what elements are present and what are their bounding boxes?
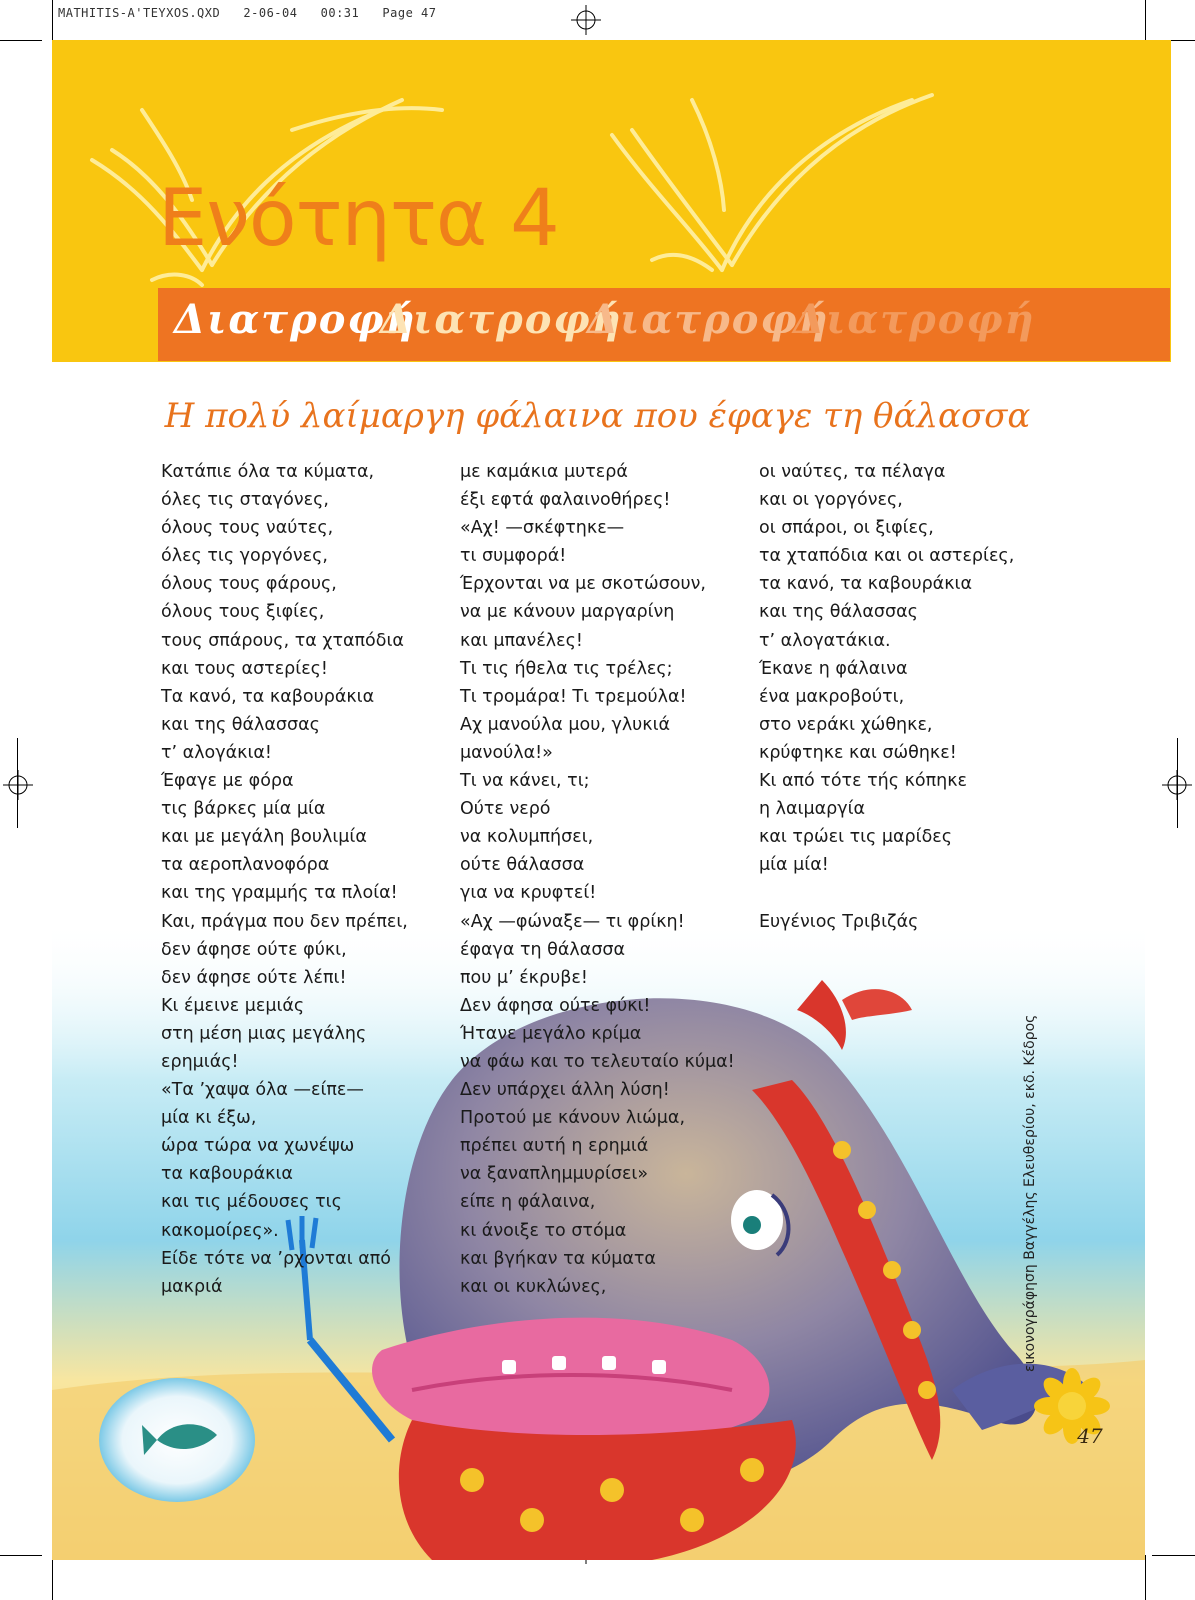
poem-line: «Αχ! —σκέφτηκε— (460, 518, 625, 539)
poem-line: να ξαναπλημμυρίσει» (460, 1164, 649, 1185)
poem-line: όλους τους ξιφίες, (161, 602, 325, 623)
crop-mark (1145, 0, 1146, 42)
poem-line: και της γραμμής τα πλοία! (161, 883, 398, 904)
print-slug: MATHITIS-A'TEYXOS.QXD 2-06-04 00:31 Page 47 (58, 6, 437, 20)
poem-line: στη μέση μιας μεγάλης (161, 1023, 367, 1044)
poem-line: έξι εφτά φαλαινοθήρες! (460, 490, 671, 511)
poem-line: Ούτε νερό (460, 799, 551, 820)
poem-line: Είδε τότε να ’ρχονται από (161, 1248, 391, 1269)
crop-mark (52, 1555, 53, 1600)
poem-line: για να κρυφτεί! (460, 883, 597, 904)
poem-line: Κατάπιε όλα τα κύματα, (161, 462, 375, 482)
poem-line: ερημιάς! (161, 1051, 239, 1072)
poem-line: όλες τις σταγόνες, (161, 490, 329, 511)
poem-line: ούτε θάλασσα (460, 855, 585, 876)
registration-mark (1162, 770, 1192, 800)
poem-line: κρύφτηκε και σώθηκε! (759, 742, 957, 763)
crop-mark (0, 1555, 42, 1556)
poem-line: στο νεράκι χώθηκε, (759, 714, 933, 735)
poem-line: έφαγα τη θάλασσα (460, 939, 626, 960)
poem-line: τ’ αλογάκια! (161, 742, 272, 763)
poem-line: και τρώει τις μαρίδες (759, 827, 953, 848)
poem-line: Τι να κάνει, τι; (460, 771, 590, 792)
poem-line: και μπανέλες! (460, 630, 583, 651)
poem-title: Η πολύ λαίμαργη φάλαινα που έφαγε τη θάλασσα (164, 396, 1031, 436)
poem-line: δεν άφησε ούτε φύκι, (161, 939, 347, 960)
poem-line: ώρα τώρα να χωνέψω (161, 1136, 355, 1157)
poem-line: πρέπει αυτή η ερημιά (460, 1136, 649, 1157)
poem-line: Ήτανε μεγάλο κρίμα (460, 1023, 642, 1044)
poem-column (759, 458, 1014, 936)
crop-mark (52, 0, 53, 42)
illustration-credit: εικονογράφηση Βαγγέλης Ελευθερίου, εκδ. Κέδρος (1022, 1014, 1038, 1372)
poem-line: κι άνοιξε το στόμα (460, 1220, 627, 1241)
poem-line: να φάω και το τελευταίο κύμα! (460, 1051, 735, 1072)
poem-line: και βγήκαν τα κύματα (460, 1248, 656, 1269)
strip-word: Διατροφή (793, 296, 1036, 343)
poem-column (161, 458, 408, 1301)
registration-mark (3, 770, 33, 800)
poem-line: όλους τους φάρους, (161, 574, 337, 595)
poem-line: Και, πράγμα που δεν πρέπει, (161, 911, 408, 932)
poem-line: να με κάνουν μαργαρίνη (460, 602, 675, 623)
poem-line: και της θάλασσας (161, 714, 320, 735)
poem-line: και της θάλασσας (759, 602, 918, 623)
poem-line: οι ναύτες, τα πέλαγα (759, 462, 946, 482)
poem-line: τι συμφορά! (460, 546, 567, 567)
poem-line: και οι γοργόνες, (759, 490, 903, 511)
strip-word: Διατροφή (380, 296, 623, 343)
poem-line: με καμάκια μυτερά (460, 462, 628, 482)
poem-line: Αχ μανούλα μου, γλυκιά (460, 714, 671, 735)
poem-line: μία κι έξω, (161, 1108, 257, 1129)
strip-word: Διατροφή (174, 296, 417, 343)
poem-line: που μ’ έκρυβε! (460, 967, 588, 988)
crop-mark (1152, 1555, 1195, 1556)
strip-word: Διατροφή (587, 296, 830, 343)
poem-line: τις βάρκες μία μία (161, 799, 326, 820)
poem-line: Δεν άφησα ούτε φύκι! (460, 995, 651, 1016)
poem-line: Κι από τότε τής κόπηκε (759, 771, 967, 792)
poem-line (759, 879, 1014, 907)
poem-line: τα κανό, τα καβουράκια (759, 574, 972, 595)
poem-column (460, 458, 735, 1301)
poem-line: «Τα ’χαψα όλα —είπε— (161, 1080, 364, 1101)
poem-line: τους σπάρους, τα χταπόδια (161, 630, 404, 651)
poem-line: Δεν υπάρχει άλλη λύση! (460, 1080, 670, 1101)
crop-mark (1145, 1555, 1146, 1600)
poem-line: Έκανε η φάλαινα (759, 658, 908, 679)
poem-line: Έφαγε με φόρα (161, 771, 294, 792)
unit-title: Ενότητα 4 (158, 174, 559, 264)
poem-line: Έρχονται να με σκοτώσουν, (460, 574, 706, 595)
poem-line: είπε η φάλαινα, (460, 1192, 596, 1213)
page-number: 47 (1077, 1424, 1103, 1448)
poem-line: να κολυμπήσει, (460, 827, 594, 848)
poem-line: τα αεροπλανοφόρα (161, 855, 330, 876)
poem-line: όλες τις γοργόνες, (161, 546, 328, 567)
poem-line: Προτού με κάνουν λιώμα, (460, 1108, 686, 1129)
poem-line: τα καβουράκια (161, 1164, 293, 1185)
poem-line: η λαιμαργία (759, 799, 866, 820)
poem-line: Τι τρομάρα! Τι τρεμούλα! (460, 686, 687, 707)
poem-line: και οι κυκλώνες, (460, 1276, 607, 1297)
poem-line: οι σπάροι, οι ξιφίες, (759, 518, 934, 539)
poem-line: κακομοίρες». (161, 1220, 279, 1241)
poem-line: «Αχ —φώναξε— τι φρίκη! (460, 911, 685, 932)
poem-line: Ευγένιος Τριβιζάς (759, 911, 919, 932)
poem-line: Τι τις ήθελα τις τρέλες; (460, 658, 673, 679)
registration-mark (571, 5, 601, 35)
poem-line: Κι έμεινε μεμιάς (161, 995, 305, 1016)
poem-line: μακριά (161, 1276, 223, 1297)
poem-line: τα χταπόδια και οι αστερίες, (759, 546, 1015, 567)
poem-line: και τις μέδουσες τις (161, 1192, 342, 1213)
poem-line: μανούλα!» (460, 742, 553, 763)
poem-line: μία μία! (759, 855, 829, 876)
poem-line: όλους τους ναύτες, (161, 518, 334, 539)
poem-line: και τους αστερίες! (161, 658, 328, 679)
poem-line: τ’ αλογατάκια. (759, 630, 891, 651)
poem-line: και με μεγάλη βουλιμία (161, 827, 367, 848)
poem-line: ένα μακροβούτι, (759, 686, 905, 707)
poem-line: Τα κανό, τα καβουράκια (161, 686, 375, 707)
poem-line: δεν άφησε ούτε λέπι! (161, 967, 347, 988)
crop-mark (0, 40, 42, 41)
